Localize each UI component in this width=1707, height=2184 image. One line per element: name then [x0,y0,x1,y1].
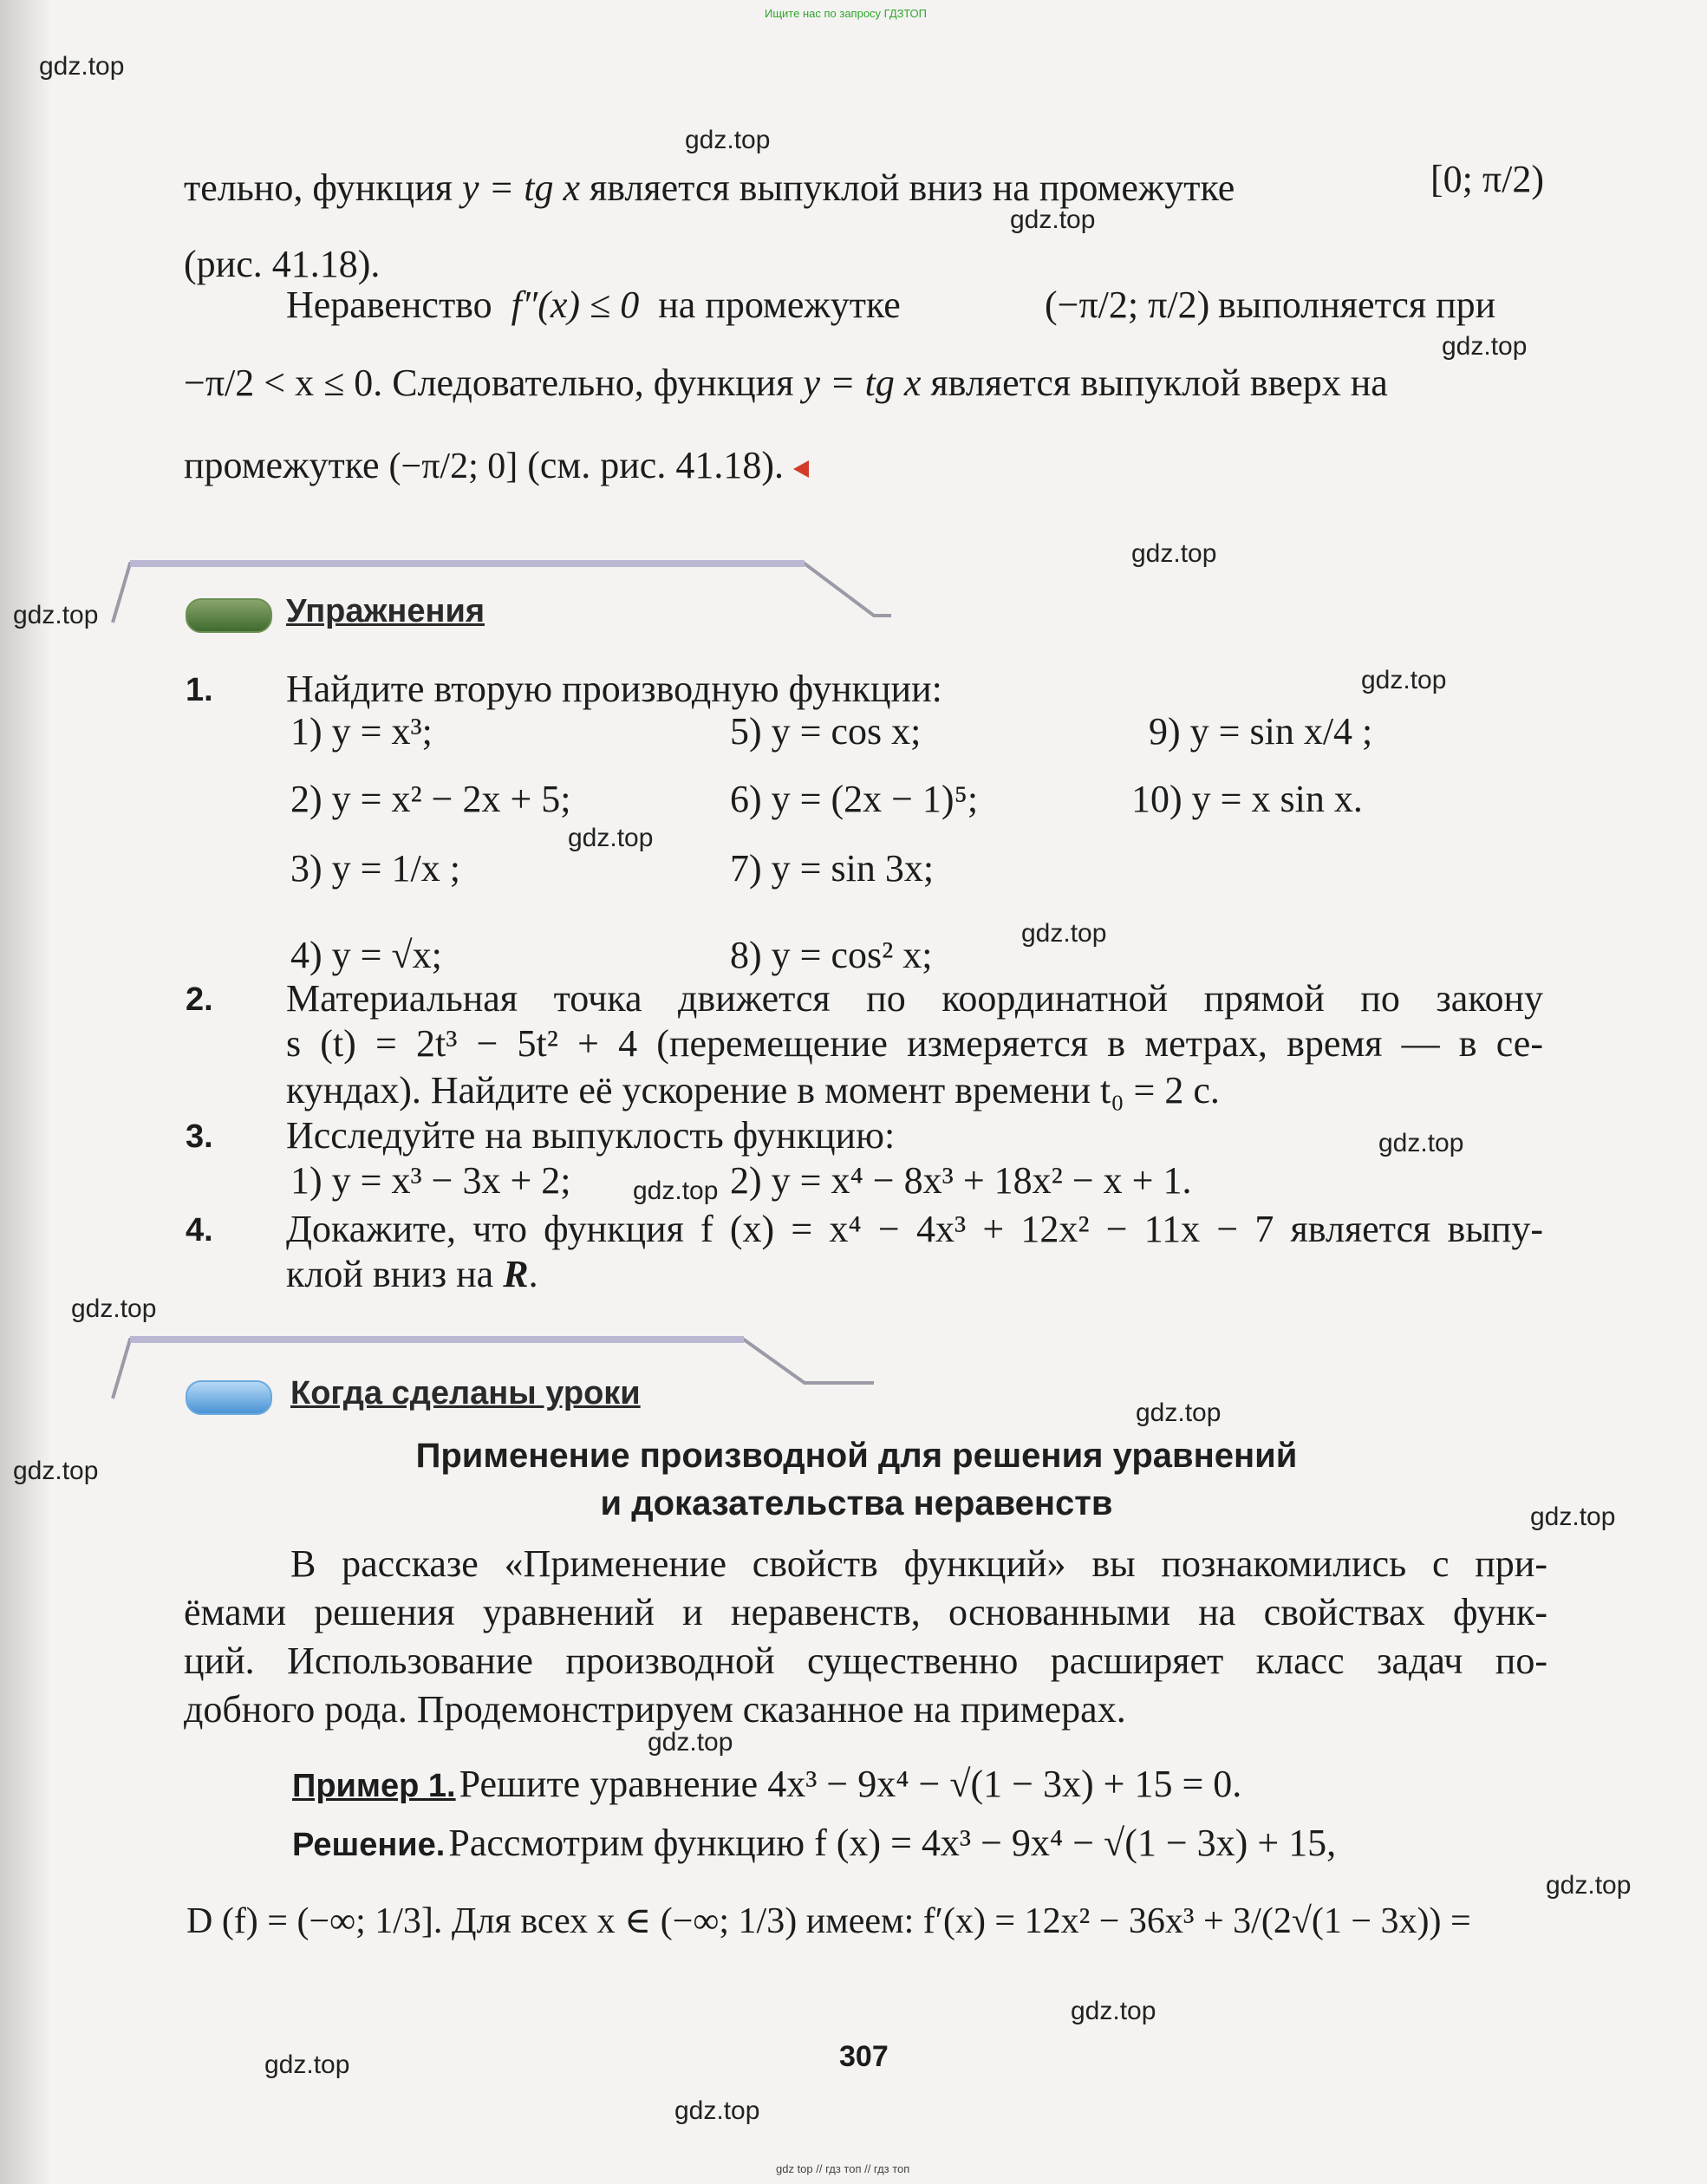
paragraph-line: ций. Использование производной существенно расширяет класс задач по- [184,1640,1547,1682]
watermark: gdz.top [71,1294,157,1323]
text-run: −π/2 < x ≤ 0. Следовательно, функция [184,362,794,404]
intro-line-1 [184,166,1235,209]
ex1-part: 8) y = cos² x; [730,934,933,976]
top-banner[interactable]: Ищите нас по запросу ГДЗТОП [765,7,928,20]
solution-label: Решение. [292,1827,446,1863]
math-R: R [503,1253,529,1295]
text-run: . [528,1253,538,1295]
intro-line-3 [286,286,901,324]
intro-line-2: (рис. 41.18). [184,243,381,285]
paragraph-line: ёмами решения уравнений и неравенств, основанными на свойствах функ- [184,1591,1547,1633]
ex1-part: 7) y = sin 3x; [730,847,935,890]
ex2-line-2: s (t) = 2t³ − 5t² + 4 (перемещение измеряется в метрах, время — в се- [286,1022,1543,1065]
ex1-part: 9) y = sin x/4 ; [1149,710,1373,753]
ex1-part: 6) y = (2x − 1)⁵; [730,778,979,820]
page-edge-shadow [0,0,52,2184]
exercise-number: 2. [186,981,213,1018]
watermark: gdz.top [1442,332,1528,361]
ex1-part: 1) y = x³; [290,710,433,753]
watermark: gdz.top [1131,539,1217,568]
exercises-pill-icon [186,598,272,633]
text-run: промежутке [184,444,380,486]
watermark: gdz.top [1021,919,1107,948]
intro-line-3c: выполняется при [1218,284,1496,326]
paragraph-line: В рассказе «Применение свойств функций» вы познакомились с при- [290,1542,1547,1585]
text-run: тельно, функция [184,166,453,209]
exercise-text: Докажите, что функция f (x) = x⁴ − 4x³ + 12x² − 11x − 7 является выпу- [286,1208,1543,1250]
text-run: (см. рис. 41.18). [527,444,784,486]
watermark: gdz.top [1136,1398,1222,1427]
text-run: является выпуклой вверх на [930,362,1388,404]
watermark: gdz.top [648,1728,733,1757]
text-run: клой вниз на [286,1253,494,1295]
text-run: Неравенство [286,284,492,326]
exercise-number: 4. [186,1212,213,1248]
exercises-heading: Упражнения [286,593,485,629]
text-run: на промежутке [658,284,901,326]
watermark: gdz.top [13,1457,99,1485]
watermark: gdz.top [674,2096,760,2125]
ex2-line-3: кундах). Найдите её ускорение в момент времени t₀ = 2 с. [286,1069,1220,1112]
section-title-line-1: Применение производной для решения уравнений [415,1437,1298,1475]
bottom-banner[interactable]: gdz top // гдз топ // гдз топ [776,2162,910,2175]
paragraph-line: добного рода. Продемонстрируем сказанное на примерах. [184,1688,1126,1731]
watermark: gdz.top [685,126,771,154]
domain-line: D (f) = (−∞; 1/3]. Для всех x ∈ (−∞; 1/3) имеем: f′(x) = 12x² − 36x³ + 3/(2√(1 − 3x)) = [186,1901,1471,1941]
end-of-proof-icon [793,460,809,478]
interval-1: [0; π/2) [1430,158,1544,200]
ex4-line-2 [286,1255,538,1294]
watermark: gdz.top [633,1177,719,1205]
watermark: gdz.top [39,52,125,81]
ex1-part: 2) y = x² − 2x + 5; [290,778,571,820]
example-1 [292,1765,1241,1805]
watermark: gdz.top [568,824,654,852]
section-title-line-2: и доказательства неравенств [600,1484,1113,1522]
intro-line-4 [184,364,1388,402]
exercise-number: 3. [186,1118,213,1155]
math-ineq: f″(x) ≤ 0 [511,284,640,326]
interval-2: (−π/2; π/2) [1045,284,1210,326]
after-lessons-pill-icon [186,1380,272,1415]
solution [292,1824,1336,1864]
ex1-part: 3) y = 1/x ; [290,847,460,890]
exercise-text: Исследуйте на выпуклость функцию: [286,1114,896,1157]
ex3-part: 2) y = x⁴ − 8x³ + 18x² − x + 1. [730,1159,1192,1202]
exercise-number: 1. [186,672,213,708]
ex1-part: 5) y = cos x; [730,710,922,753]
ex1-part: 10) y = x sin x. [1131,778,1363,820]
solution-text: Рассмотрим функцию f (x) = 4x³ − 9x⁴ − √(1 − 3x) + 15, [448,1822,1337,1864]
text-run: является выпуклой вниз на промежутке [589,166,1235,209]
math-y-tg: y = tg x [803,362,922,404]
ex3-part: 1) y = x³ − 3x + 2; [290,1159,571,1202]
interval-3: (−π/2; 0] [388,447,518,486]
watermark: gdz.top [1071,1997,1156,2025]
watermark: gdz.top [1361,666,1447,694]
intro-line-5 [184,444,809,486]
exercise-text: Найдите вторую производную функции: [286,668,942,710]
math-y-tg: y = tg x [462,166,580,209]
exercise-text: Материальная точка движется по координатной прямой по закону [286,977,1543,1020]
watermark: gdz.top [1378,1129,1464,1157]
watermark: gdz.top [264,2050,350,2079]
watermark: gdz.top [1546,1871,1632,1900]
example-label: Пример 1. [292,1768,456,1804]
watermark: gdz.top [1010,205,1096,234]
ex1-part: 4) y = √x; [290,934,442,976]
watermark: gdz.top [13,601,99,629]
after-lessons-heading: Когда сделаны уроки [290,1375,641,1411]
page-number: 307 [839,2040,889,2073]
example-text: Решите уравнение 4x³ − 9x⁴ − √(1 − 3x) + 15 = 0. [459,1763,1242,1805]
watermark: gdz.top [1530,1503,1616,1531]
